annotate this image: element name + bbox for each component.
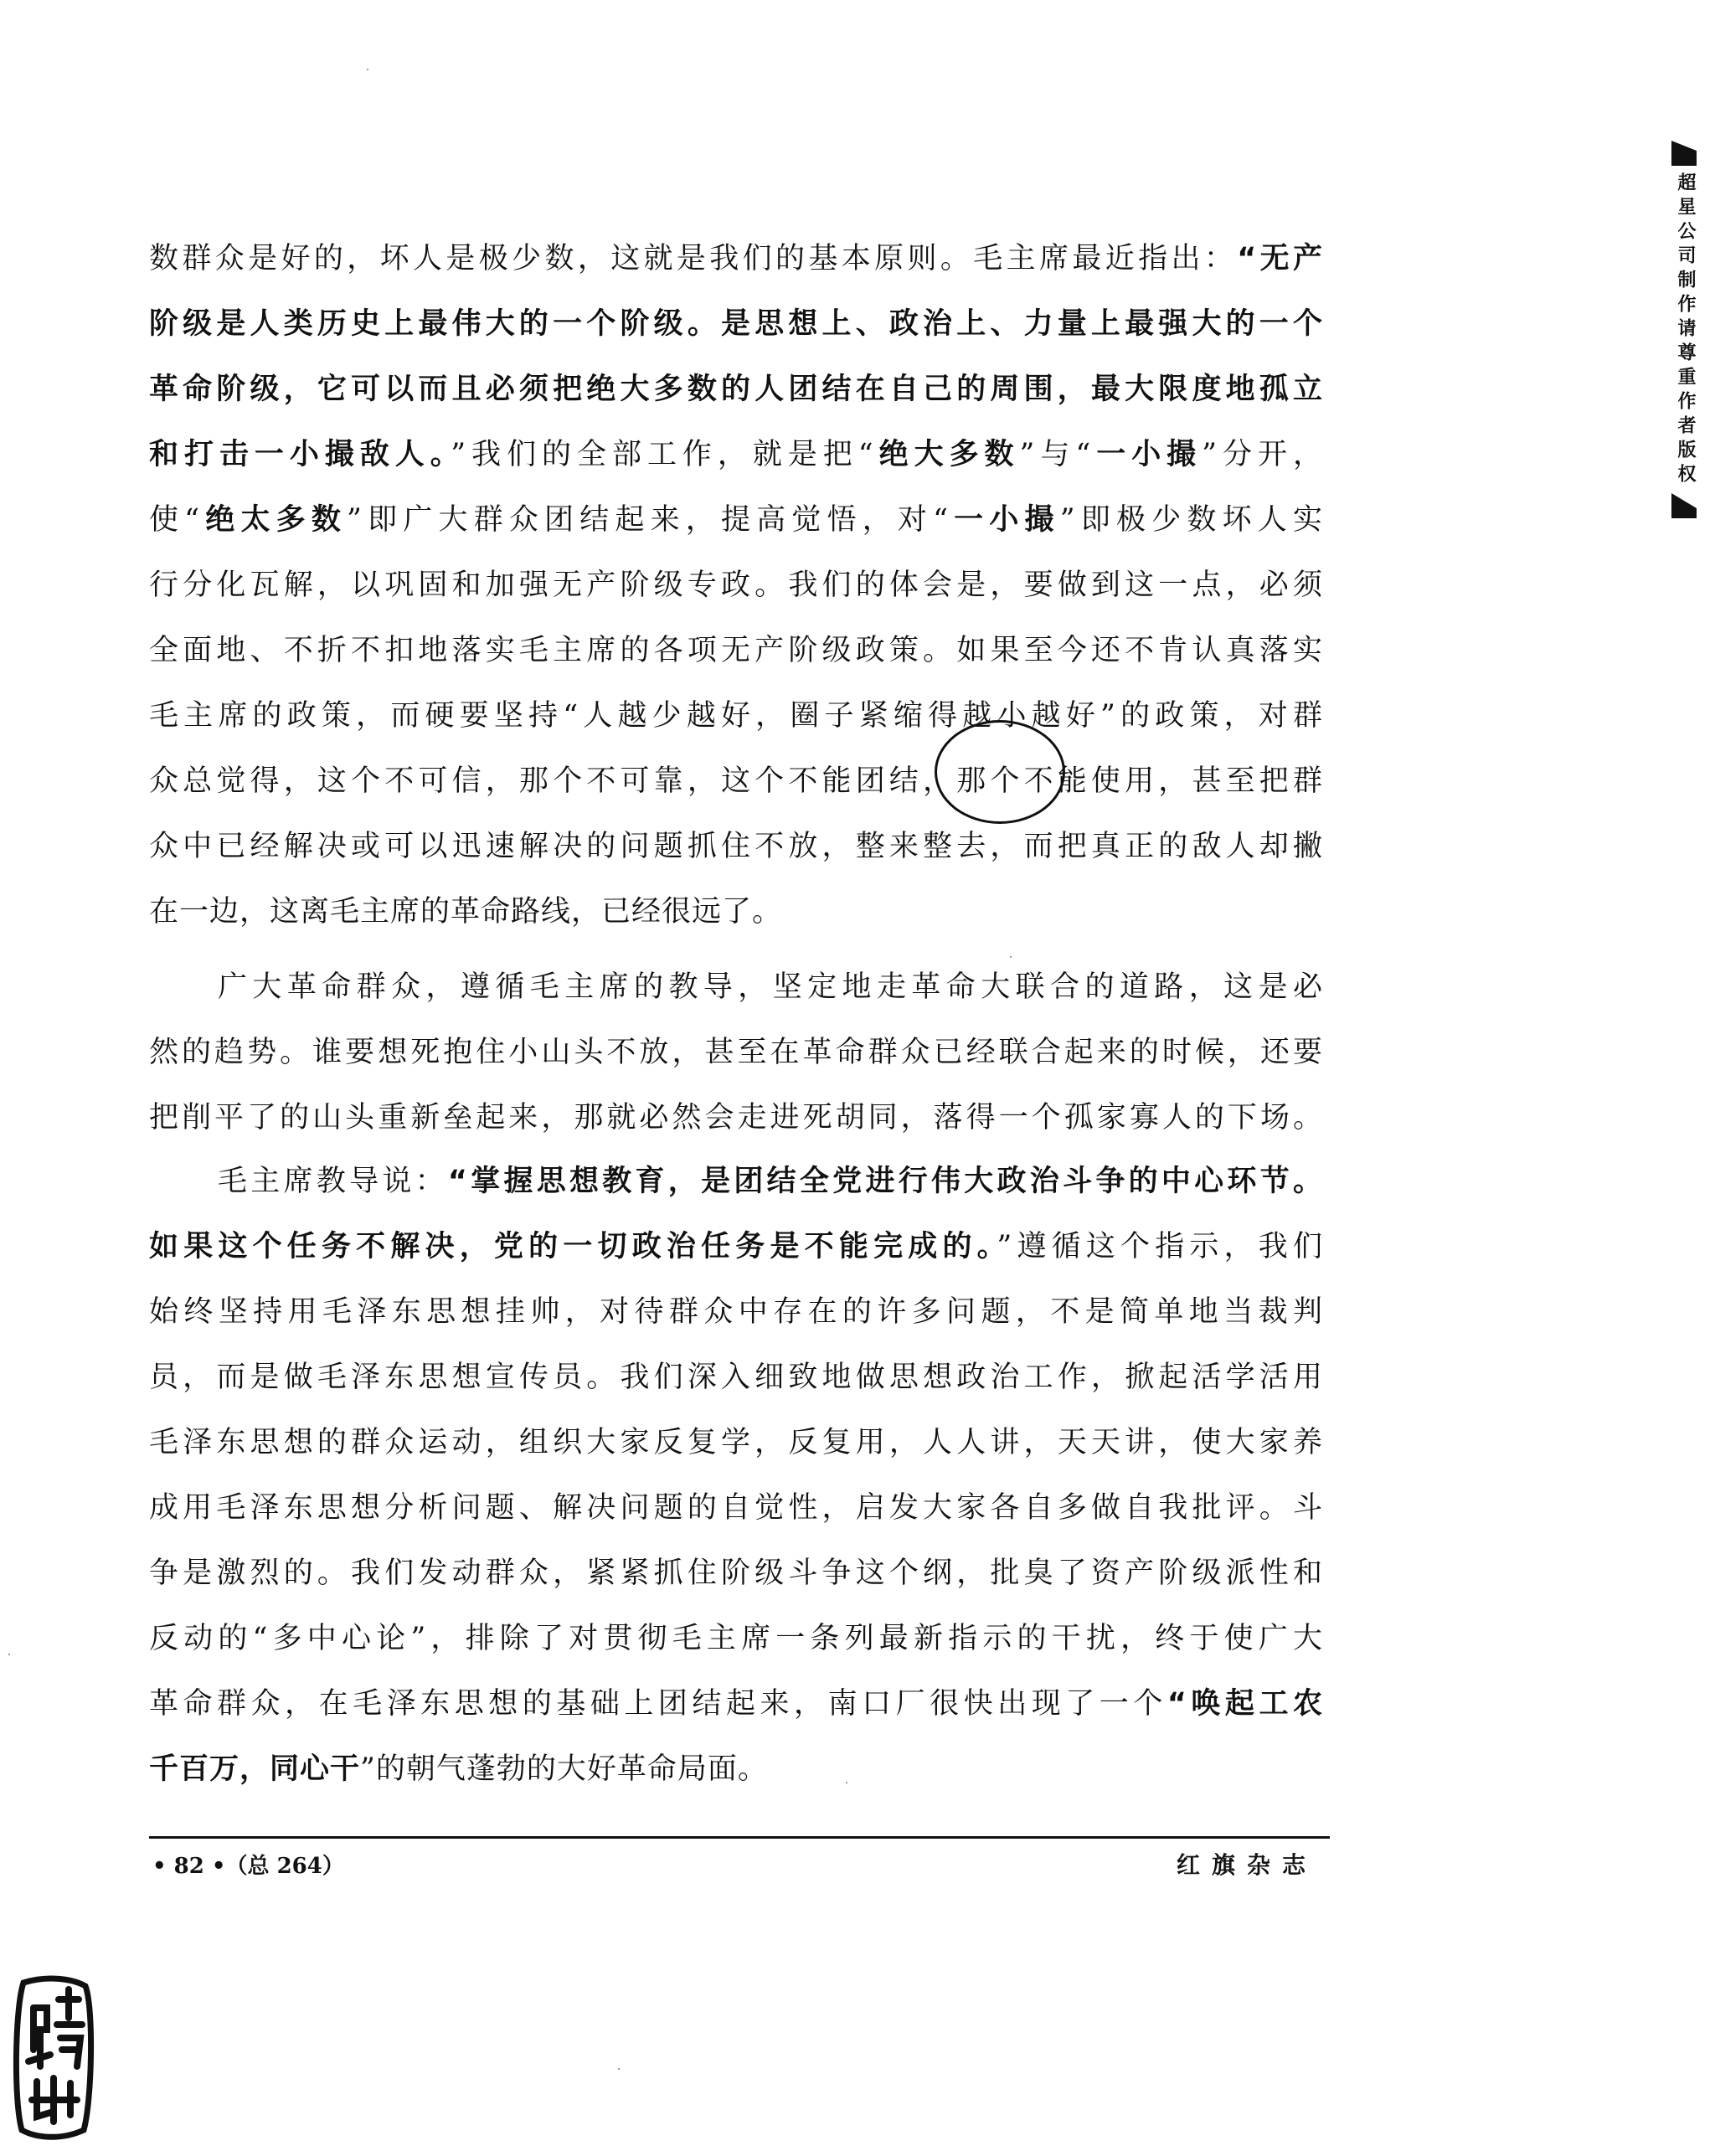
text-line: 毛主席的政策，而硬要坚持“人越少越好，圈子紧缩得越小越好”的政策，对群 [149, 699, 1323, 733]
text-line: 然的趋势。谁要想死抱住小山头不放，甚至在革命群众已经联合起来的时候，还要 [149, 1036, 1323, 1069]
text-line: 革命阶级，它可以而且必须把绝大多数的人团结在自己的周围，最大限度地孤立 [149, 373, 1323, 406]
paragraph-3 [149, 1149, 1323, 1802]
text-line: 行分化瓦解，以巩固和加强无产阶级专政。我们的体会是，要做到这一点，必须 [149, 569, 1323, 602]
text-line: 毛泽东思想的群众运动，组织大家反复学，反复用，人人讲，天天讲，使大家养 [149, 1426, 1323, 1459]
text-line: 数群众是好的，坏人是极少数，这就是我们的基本原则。毛主席最近指出：“无产 [149, 242, 1323, 275]
watermark-text: 超星公司制作请尊重作者版权 [1675, 172, 1696, 488]
text-line: 阶级是人类历史上最伟大的一个阶级。是思想上、政治上、力量上最强大的一个 [149, 307, 1323, 341]
journal-name: 红旗杂志 [1177, 1851, 1318, 1879]
handwritten-circle-mark [935, 720, 1065, 824]
text-line: 员，而是做毛泽东思想宣传员。我们深入细致地做思想政治工作，掀起活学活用 [149, 1361, 1323, 1394]
watermark-bar-top [1671, 141, 1697, 166]
scan-speck [367, 69, 368, 70]
text-line: 使“绝太多数”即广大群众团结起来，提高觉悟，对“一小撮”即极少数坏人实 [149, 503, 1323, 537]
text-line: 广大革命群众，遵循毛主席的教导，坚定地走革命大联合的道路，这是必 [218, 970, 1323, 1004]
seal-stamp [12, 1974, 95, 2142]
text-line: 革命群众，在毛泽东思想的基础上团结起来，南口厂很快出现了一个“唤起工农 [149, 1687, 1323, 1721]
scan-speck [846, 1782, 847, 1783]
page-number: • 82 •（总 264） [152, 1854, 344, 1879]
scan-speck [8, 1654, 10, 1655]
paragraph-1 [149, 226, 1323, 944]
text-line: 千百万，同心干”的朝气蓬勃的大好革命局面。 [149, 1752, 768, 1786]
watermark-bar-bottom [1671, 493, 1697, 518]
text-line: 始终坚持用毛泽东思想挂帅，对待群众中存在的许多问题，不是简单地当裁判 [149, 1295, 1323, 1329]
text-line: 如果这个任务不解决，党的一切政治任务是不能完成的。”遵循这个指示，我们 [149, 1230, 1323, 1263]
scan-speck [1010, 956, 1012, 958]
footer-rule [149, 1836, 1330, 1839]
text-line: 和打击一小撮敌人。”我们的全部工作，就是把“绝大多数”与“一小撮”分开， [149, 438, 1323, 471]
text-line: 反动的“多中心论”，排除了对贯彻毛主席一条列最新指示的干扰，终于使广大 [149, 1622, 1323, 1655]
text-line: 把削平了的山头重新垒起来，那就必然会走进死胡同，落得一个孤家寡人的下场。 [149, 1101, 1323, 1135]
text-line: 毛主席教导说：“掌握思想教育，是团结全党进行伟大政治斗争的中心环节。 [218, 1165, 1323, 1198]
text-line: 众总觉得，这个不可信，那个不可靠，这个不能团结，那个不能使用，甚至把群 [149, 764, 1323, 798]
text-line: 众中已经解决或可以迅速解决的问题抓住不放，整来整去，而把真正的敌人却撇 [149, 830, 1323, 863]
seal-icon [12, 1974, 95, 2142]
text-line: 成用毛泽东思想分析问题、解决问题的自觉性，启发大家各自多做自我批评。斗 [149, 1491, 1323, 1525]
text-line: 在一边，这离毛主席的革命路线，已经很远了。 [149, 895, 783, 929]
text-line: 全面地、不折不扣地落实毛主席的各项无产阶级政策。如果至今还不肯认真落实 [149, 634, 1323, 667]
text-line: 争是激烈的。我们发动群众，紧紧抓住阶级斗争这个纲，批臭了资产阶级派性和 [149, 1557, 1323, 1590]
vertical-watermark [1671, 141, 1700, 518]
scan-speck [618, 2068, 620, 2070]
paragraph-2 [149, 955, 1323, 1150]
